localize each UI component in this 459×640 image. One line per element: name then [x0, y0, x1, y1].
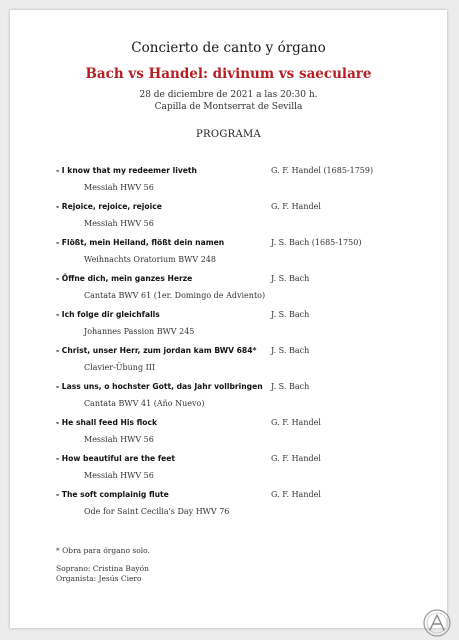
program-item — [10, 202, 447, 238]
piece-work: Messiah HWV 56 — [84, 435, 154, 444]
program-item — [10, 382, 447, 418]
program-item — [10, 238, 447, 274]
organ-solo-note: * Obra para órgano solo. — [56, 546, 150, 555]
program-item — [10, 274, 447, 310]
organist-credit: Organista: Jesús Ciero — [56, 574, 142, 583]
piece-composer: G. F. Handel — [271, 202, 321, 211]
piece-work: Weihnachts Oratorium BWV 248 — [84, 255, 216, 264]
piece-composer: G. F. Handel — [271, 490, 321, 499]
seal-logo-icon — [422, 608, 452, 638]
program-item — [10, 418, 447, 454]
piece-title: - Flößt, mein Heiland, flößt dein namen — [56, 238, 225, 247]
piece-composer: G. F. Handel — [271, 454, 321, 463]
piece-composer: J. S. Bach — [271, 310, 310, 319]
piece-title: - Öffne dich, mein ganzes Herze — [56, 274, 193, 283]
piece-composer: J. S. Bach — [271, 274, 310, 283]
piece-composer: J. S. Bach (1685-1750) — [271, 238, 362, 247]
piece-title: - Ich folge dir gleichfalls — [56, 310, 160, 319]
soprano-credit: Soprano: Cristina Bayón — [56, 564, 150, 573]
piece-work: Cantata BWV 61 (1er. Domingo de Adviento) — [84, 291, 266, 300]
program-item — [10, 166, 447, 202]
program-item — [10, 490, 447, 526]
piece-composer: G. F. Handel — [271, 418, 321, 427]
piece-work: Messiah HWV 56 — [84, 183, 154, 192]
piece-work: Clavier-Übung III — [84, 363, 156, 372]
program-item — [10, 454, 447, 490]
concert-venue: Capilla de Montserrat de Sevilla — [154, 102, 303, 112]
piece-title: - Christ, unser Herr, zum jordan kam BWV 684* — [56, 346, 257, 355]
program-heading: PROGRAMA — [195, 129, 262, 140]
piece-title: - I know that my redeemer liveth — [56, 166, 197, 175]
program-page — [10, 10, 447, 628]
piece-title: - Lass uns, o hochster Gott, das Jahr vollbringen — [56, 382, 263, 391]
piece-work: Messiah HWV 56 — [84, 219, 154, 228]
piece-composer: J. S. Bach — [271, 346, 310, 355]
concert-date: 28 de diciembre de 2021 a las 20:30 h. — [139, 90, 318, 100]
piece-work: Messiah HWV 56 — [84, 471, 154, 480]
program-item — [10, 346, 447, 382]
piece-composer: J. S. Bach — [271, 382, 310, 391]
piece-work: Johannes Passion BWV 245 — [84, 327, 195, 336]
concert-subtitle: Bach vs Handel: divinum vs saeculare — [85, 66, 372, 82]
piece-title: - The soft complainig flute — [56, 490, 169, 499]
program-item — [10, 310, 447, 346]
piece-title: - He shall feed His flock — [56, 418, 158, 427]
piece-title: - Rejoice, rejoice, rejoice — [56, 202, 162, 211]
concert-title: Concierto de canto y órgano — [131, 40, 326, 56]
piece-title: - How beautiful are the feet — [56, 454, 176, 463]
piece-composer: G. F. Handel (1685-1759) — [271, 166, 374, 175]
piece-work: Ode for Saint Cecilia's Day HWV 76 — [84, 507, 230, 516]
program-list — [10, 166, 447, 526]
piece-work: Cantata BWV 41 (Año Nuevo) — [84, 399, 205, 408]
